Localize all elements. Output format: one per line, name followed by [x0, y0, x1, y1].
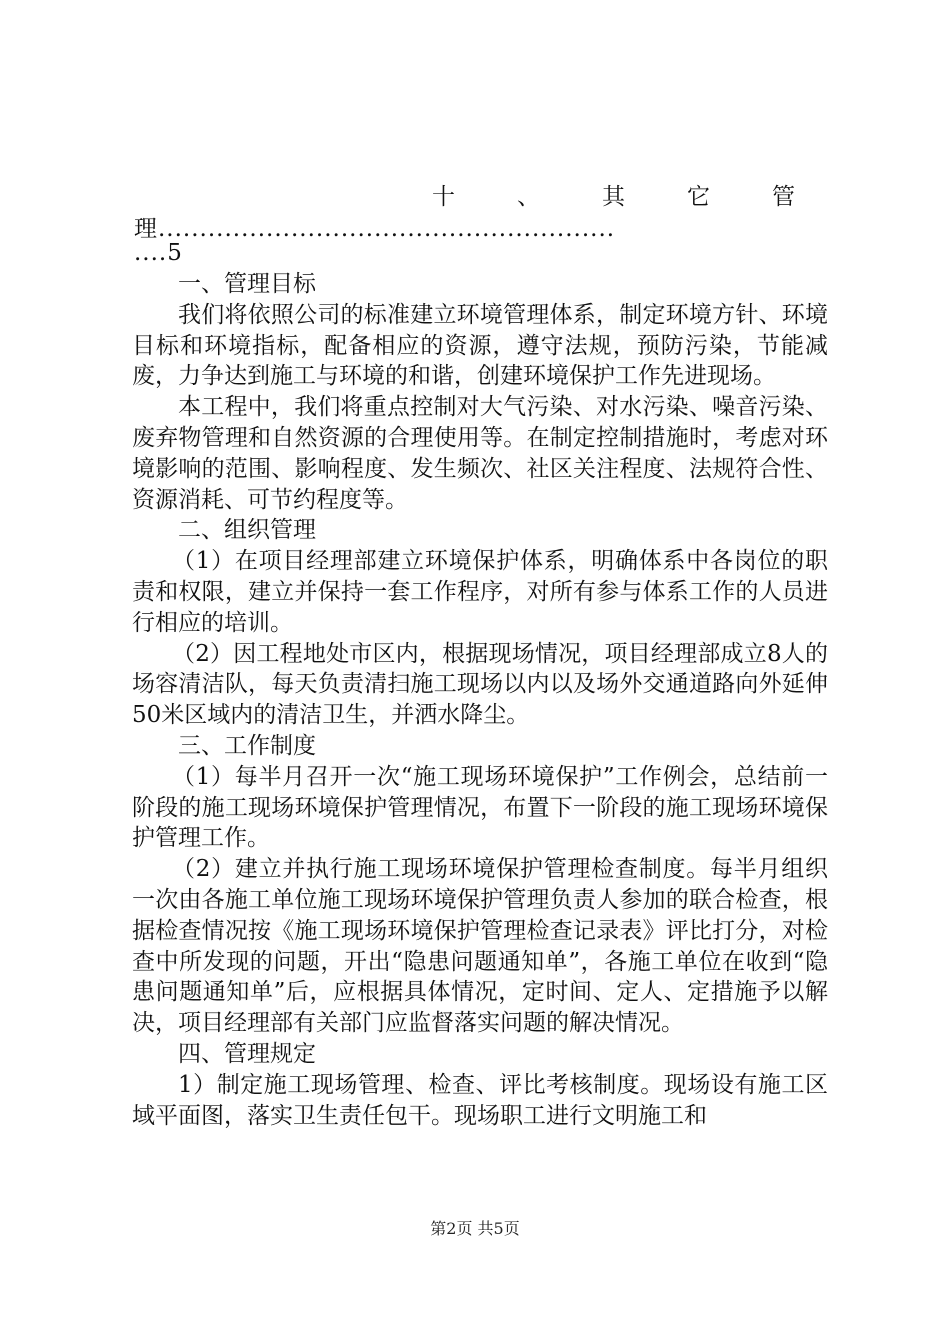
paragraph: （1）在项目经理部建立环境保护体系，明确体系中各岗位的职责和权限，建立并保持一套工作程序，对所有参与体系工作的人员进行相应的培训。 — [132, 548, 828, 636]
section-heading: 二、组织管理 — [178, 517, 316, 544]
toc-char: 管 — [772, 184, 795, 210]
toc-char: 、 — [517, 184, 540, 210]
section-heading: 一、管理目标 — [178, 271, 316, 297]
section-heading: 四、管理规定 — [178, 1040, 316, 1067]
paragraph: 1）制定施工现场管理、检查、评比考核制度。现场设有施工区域平面图，落实卫生责任包干。现场职工进行文明施工和 — [132, 1071, 828, 1129]
document-body — [132, 269, 828, 1131]
toc-char: 其 — [602, 184, 625, 210]
section-heading: 三、工作制度 — [178, 732, 316, 759]
paragraph: 我们将依照公司的标准建立环境管理体系，制定环境方针、环境目标和环境指标，配备相应的资源，遵守法规，预防污染，节能减废，力争达到施工与环境的和谐，创建环境保护工作先进现场。 — [132, 301, 828, 390]
toc-char: 它 — [687, 184, 710, 210]
toc-leader-line: 理....................................................... — [134, 216, 616, 242]
paragraph: 本工程中，我们将重点控制对大气污染、对水污染、噪音污染、废弃物管理和自然资源的合理使用等。在制定控制措施时，考虑对环境影响的范围、影响程度、发生频次、社区关注程度、法规符合性、资源消耗、可节约程度等。 — [132, 394, 828, 513]
toc-title — [134, 178, 826, 210]
page-footer: 第2页 共5页 — [430, 1219, 520, 1238]
paragraph: （2）建立并执行施工现场环境保护管理检查制度。每半月组织一次由各施工单位施工现场环境保护管理负责人参加的联合检查，根据检查情况按《施工现场环境保护管理检查记录表》评比打分，对检查中所发现的问题，开出“隐患问题通知单”，各施工单位在收到“隐患问题通知单”后，应根据具体情况，定时间、定人、定措施予以解决，项目经理部有关部门应监督落实问题的解决情况。 — [132, 856, 828, 1037]
toc-char: 十 — [432, 184, 455, 210]
paragraph: （2）因工程地处市区内，根据现场情况，项目经理部成立8人的场容清洁队，每天负责清扫施工现场以内以及场外交通道路向外延伸50米区域内的清洁卫生，并洒水降尘。 — [132, 640, 828, 729]
paragraph: （1）每半月召开一次“施工现场环境保护”工作例会，总结前一阶段的施工现场环境保护管理情况，布置下一阶段的施工现场环境保护管理工作。 — [132, 763, 828, 852]
toc-page-number: ....5 — [134, 240, 183, 266]
